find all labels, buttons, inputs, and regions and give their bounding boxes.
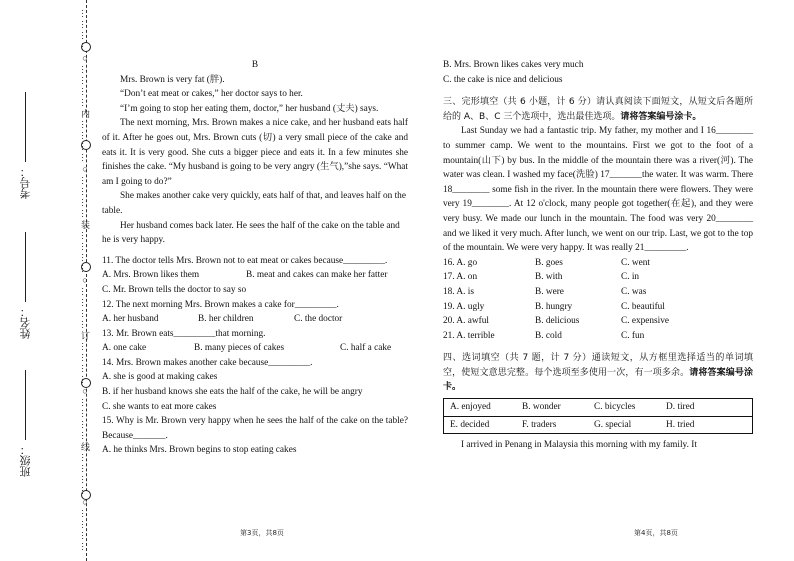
word-option: G. special: [594, 419, 632, 430]
question-15: [102, 414, 408, 458]
question-11: [102, 254, 408, 298]
page-footer-right: 第4页，共8页: [634, 529, 678, 537]
section-3-title: 三、完形填空（共 6 小题，计 6 分）请认真阅读下面短文，从短文后各题所给的 A、B、C 三个选项中，选出最佳选项。: [443, 97, 753, 122]
option[interactable]: C. in: [621, 272, 640, 283]
word-option: E. decided: [450, 419, 490, 430]
word-option: C. bicycles: [594, 402, 636, 413]
option[interactable]: A. one cake: [102, 343, 147, 354]
passage-paragraph: “Don’t eat meat or cakes,” her doctor says to her.: [120, 89, 303, 100]
word-option: A. enjoyed: [450, 402, 491, 413]
section-3-instruction: 请将答案编号涂卡。: [620, 111, 702, 122]
class-field[interactable]: [18, 370, 34, 477]
option[interactable]: B. hungry: [535, 301, 573, 312]
option[interactable]: C. the doctor: [294, 314, 343, 325]
section-4-heading: [443, 351, 753, 395]
word-option: H. tried: [666, 419, 695, 430]
option[interactable]: B. were: [535, 286, 564, 297]
option[interactable]: 20. A. awful: [443, 316, 489, 327]
option[interactable]: 17. A. on: [443, 272, 478, 283]
class-label: 班级：: [19, 444, 32, 477]
option[interactable]: C. went: [621, 257, 650, 268]
option[interactable]: B. many pieces of cakes: [194, 343, 285, 354]
passage-paragraph: She makes another cake very quickly, eats half of that, and leaves half on the table.: [102, 191, 406, 216]
exam-number-field[interactable]: [18, 92, 34, 199]
fill-passage-start: I arrived in Penang in Malaysia this morning with my family. It: [461, 440, 697, 451]
question-stem: 13. Mr. Brown eats_________that morning.: [102, 328, 266, 339]
passage-paragraph: Mrs. Brown is very fat (胖).: [120, 74, 225, 85]
option[interactable]: C. the cake is nice and delicious: [443, 74, 563, 85]
page-footer-left: 第3页，共8页: [240, 529, 284, 537]
option[interactable]: B. meat and cakes can make her fatter: [246, 270, 388, 281]
option[interactable]: 18. A. is: [443, 286, 474, 297]
left-column: [102, 58, 408, 458]
exam-number-label: 考号：: [19, 166, 32, 199]
passage-paragraph: The next morning, Mrs. Brown makes a nice cake, and her husband eats half of it. After he goes out, Mrs. Brown cuts (切) a very small piece of the cake and eats it. It is very good. She cuts a bigger piece and eats it. In a few minutes she finishes the cake. “My husband is going to be very angry (生气),”she says. “What am I going to do?”: [102, 118, 408, 187]
option[interactable]: B. cold: [535, 330, 562, 341]
passage-label: B: [251, 60, 259, 70]
section-4-instruction: 请将答案编号涂卡。: [443, 367, 753, 393]
option[interactable]: B. Mrs. Brown likes cakes very much: [443, 60, 584, 70]
option[interactable]: 19. A. ugly: [443, 301, 485, 312]
option[interactable]: A. Mrs. Brown likes them: [102, 270, 200, 281]
word-option: B. wonder: [522, 402, 561, 413]
option[interactable]: C. Mr. Brown tells the doctor to say so: [102, 284, 247, 295]
option[interactable]: C. half a cake: [340, 343, 392, 354]
option[interactable]: B. her children: [198, 314, 254, 325]
cloze-options: [443, 256, 753, 344]
option[interactable]: B. with: [535, 272, 563, 283]
question-stem: 14. Mrs. Brown makes another cake because_________.: [102, 357, 313, 368]
option[interactable]: C. expensive: [621, 316, 670, 327]
passage-paragraph: Her husband comes back later. He sees the half of the cake on the table and he is very happy.: [102, 220, 400, 246]
passage-paragraph: “I’m going to stop her eating them, doctor,” her husband (丈夫) says.: [120, 103, 379, 114]
cloze-passage: Last Sunday we had a fantastic trip. My father, my mother and I 16________ to summer camp. We went to the mountains. First we got to the foot of a mountain(山下) by bus. In the middle of the mountain there was a river(河). The water was clean. I washed my face(洗脸) 17_______the water. It was warm. There 18________ some fish in the river. In the mountain there were flowers. They were very 19________. At 12 o'clock, many people got together(在起), and they were very busy. We made our lunch in the mountain. The food was very 20________ and we liked it very much. After lunch, we went on our trip. Last, we got to the top of the mountain. We were very happy. It was really 21_________.: [443, 126, 753, 254]
word-option: F. traders: [522, 419, 557, 430]
option[interactable]: C. she wants to eat more cakes: [102, 401, 217, 412]
fold-text: …………○…………内…………○…………装…………○…………订…………○…………线…………○…………: [80, 8, 90, 553]
right-column: [443, 58, 753, 453]
name-field[interactable]: [18, 232, 34, 339]
question-12: [102, 298, 408, 327]
question-stem: 12. The next morning Mrs. Brown makes a cake for_________.: [102, 299, 339, 310]
option[interactable]: 16. A. go: [443, 257, 478, 268]
name-label: 姓名：: [19, 306, 32, 339]
option[interactable]: C. was: [621, 286, 647, 297]
option[interactable]: A. she is good at making cakes: [102, 372, 218, 383]
section-4-title: 四、选词填空（共 7 题，计 7 分）通读短文，从方框里选择适当的单词填空，使短文意思完整。每个选项至多使用一次，有一项多余。: [443, 353, 753, 378]
option[interactable]: A. her husband: [102, 314, 159, 325]
question-14: [102, 356, 408, 414]
option[interactable]: C. beautiful: [621, 301, 665, 312]
word-option: D. tired: [666, 402, 695, 413]
option[interactable]: 21. A. terrible: [443, 330, 495, 341]
option[interactable]: C. fun: [621, 330, 645, 341]
question-stem: 11. The doctor tells Mrs. Brown not to eat meat or cakes because_________.: [102, 255, 388, 266]
option[interactable]: B. goes: [535, 257, 563, 268]
binding-margin: [0, 0, 100, 561]
section-3-heading: [443, 95, 753, 124]
option[interactable]: A. he thinks Mrs. Brown begins to stop eating cakes: [102, 445, 297, 456]
option[interactable]: B. delicious: [535, 316, 580, 327]
question-13: [102, 327, 408, 356]
question-stem: 15. Why is Mr. Brown very happy when he sees the half of the cake on the table? Because_______.: [102, 416, 408, 441]
option[interactable]: B. if her husband knows she eats the half of the cake, he will be angry: [102, 387, 363, 398]
word-box: [443, 398, 753, 434]
